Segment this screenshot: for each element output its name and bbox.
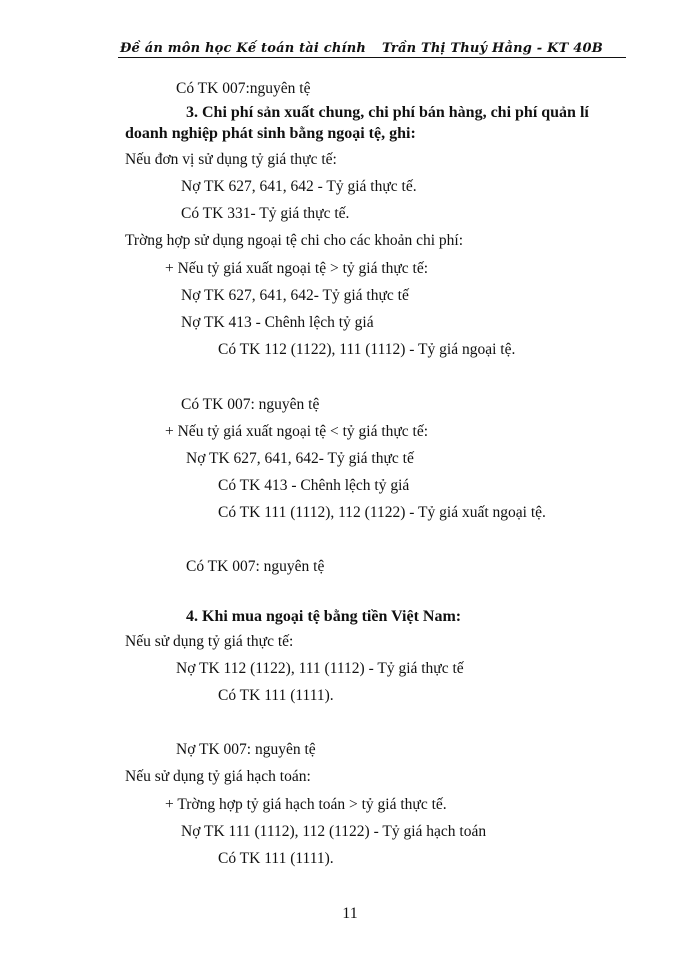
text-line: Nợ TK 112 (1122), 111 (1112) - Tỷ giá thực tế <box>176 660 464 677</box>
header-course-title: Đề án môn học Kế toán tài chính <box>120 41 367 56</box>
text-line: Nợ TK 007: nguyên tệ <box>176 741 316 758</box>
text-line: Trờng hợp sử dụng ngoại tệ chi cho các khoản chi phí: <box>125 232 464 249</box>
text-line: Có TK 111 (1111). <box>218 687 334 704</box>
text-line: Nếu sử dụng tỷ giá thực tế: <box>125 633 294 650</box>
section-heading-cont: doanh nghiệp phát sinh bằng ngoại tệ, ghi: <box>125 125 416 142</box>
section-heading: 4. Khi mua ngoại tệ bằng tiền Việt Nam: <box>186 608 462 625</box>
text-line: Nếu đơn vị sử dụng tỷ giá thực tế: <box>125 151 337 168</box>
text-line: Nợ TK 627, 641, 642- Tỷ giá thực tế <box>181 287 409 304</box>
text-line: Nếu sử dụng tỷ giá hạch toán: <box>125 768 311 785</box>
text-line: Có TK 111 (1111). <box>218 850 334 867</box>
text-line: Có TK 331- Tỷ giá thực tế. <box>181 205 350 222</box>
text-line: Có TK 007:nguyên tệ <box>176 80 311 97</box>
text-line: + Nếu tỷ giá xuất ngoại tệ > tỷ giá thực tế: <box>165 260 429 277</box>
page-header <box>118 39 626 59</box>
text-line: + Nếu tỷ giá xuất ngoại tệ < tỷ giá thực tế: <box>165 423 429 440</box>
text-line: Có TK 007: nguyên tệ <box>181 396 320 413</box>
text-line: Có TK 112 (1122), 111 (1112) - Tỷ giá ngoại tệ. <box>218 341 516 358</box>
text-line: Có TK 111 (1112), 112 (1122) - Tỷ giá xuất ngoại tệ. <box>218 504 546 521</box>
text-line: Nợ TK 627, 641, 642- Tỷ giá thực tế <box>186 450 414 467</box>
text-line: Có TK 413 - Chênh lệch tỷ giá <box>218 477 410 494</box>
page-number: 11 <box>342 905 358 922</box>
text-line: Nợ TK 627, 641, 642 - Tỷ giá thực tế. <box>181 178 417 195</box>
header-author: Trần Thị Thuý Hằng - KT 40B <box>382 41 603 56</box>
section-heading: 3. Chi phí sản xuất chung, chi phí bán hàng, chi phí quản lí <box>186 104 589 121</box>
text-line: + Trờng hợp tỷ giá hạch toán > tỷ giá thực tế. <box>165 796 447 813</box>
text-line: Có TK 007: nguyên tệ <box>186 558 325 575</box>
text-line: Nợ TK 111 (1112), 112 (1122) - Tỷ giá hạch toán <box>181 823 487 840</box>
header-rule <box>118 57 626 58</box>
text-line: Nợ TK 413 - Chênh lệch tỷ giá <box>181 314 374 331</box>
